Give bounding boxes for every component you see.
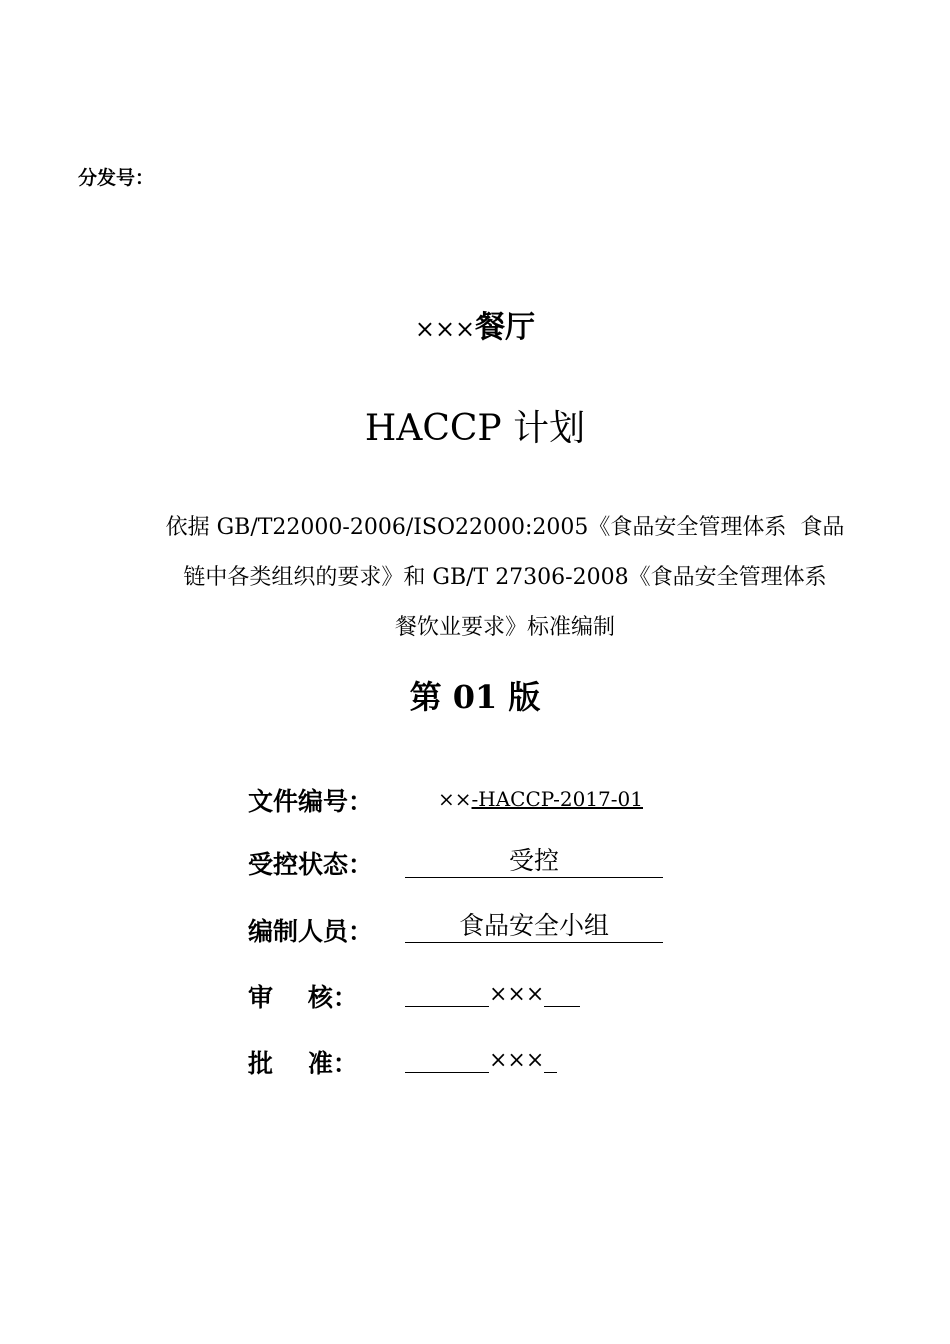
control-status-label: 受控状态：: [248, 850, 374, 879]
approver-label: 批 准：: [248, 1049, 358, 1078]
restaurant-name-placeholder: ×××: [414, 315, 476, 343]
reviewer-blank-line: [405, 978, 489, 1007]
preparer-label: 编制人员：: [248, 917, 374, 946]
reviewer-blank-line-end: [544, 978, 580, 1007]
document-number-prefix: ××: [438, 787, 472, 811]
approver-blank-line: [405, 1044, 489, 1073]
standard-basis-line-1: 依据 GB/T22000-2006/ISO22000:2005《食品安全管理体系 食品: [165, 515, 845, 540]
preparer-value: 食品安全小组: [405, 906, 663, 943]
reviewer-name: ×××: [489, 982, 545, 1007]
standard-basis-line-2: 链中各类组织的要求》和 GB/T 27306-2008《食品安全管理体系: [183, 565, 827, 590]
document-number-code: -HACCP-2017-01: [471, 787, 643, 811]
document-number-label: 文件编号：: [248, 787, 374, 816]
restaurant-name-text: 餐厅: [475, 310, 536, 345]
document-number-value: [438, 787, 643, 811]
approver-blank-line-end: [544, 1044, 557, 1073]
reviewer-label: 审 核：: [248, 983, 358, 1012]
reviewer-value: [405, 978, 580, 1014]
standard-basis-line-3: 餐饮业要求》标准编制: [394, 615, 615, 640]
approver-name: ×××: [489, 1048, 545, 1073]
approver-value: [405, 1044, 557, 1080]
distribution-number-label: 分发号：: [78, 167, 155, 189]
standard-basis: [125, 503, 885, 653]
document-title: HACCP 计划: [364, 408, 586, 449]
restaurant-name: [0, 302, 950, 346]
control-status-value: 受控: [405, 841, 663, 878]
edition-number: 第 01 版: [409, 678, 541, 716]
